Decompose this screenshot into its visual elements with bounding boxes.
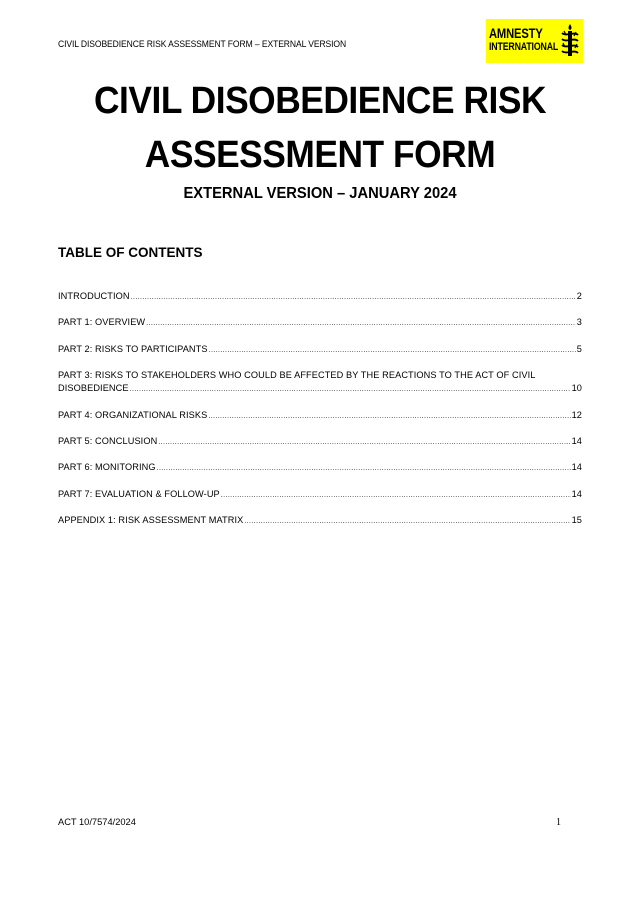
toc-entry-page: 14 [571,462,582,473]
toc-entry-label: PART 7: EVALUATION & FOLLOW-UP [58,488,220,499]
toc-entry-part-2[interactable] [58,343,582,356]
toc-entry-part-3[interactable] [58,369,582,395]
logo-line-2: INTERNATIONAL [489,41,559,53]
toc-leader-dots [244,516,570,527]
logo-line-1: AMNESTY [489,25,543,41]
toc-entry-line-2 [58,382,582,395]
toc-leader-dots [130,384,571,395]
toc-entry-page: 15 [571,515,582,526]
toc-leader-dots [209,345,576,356]
toc-entry-part-1[interactable] [58,316,582,329]
toc-leader-dots [157,463,571,474]
toc-entry-part-5[interactable] [58,435,582,448]
document-title-line-2: ASSESSMENT FORM [144,134,496,176]
toc-entry-label: PART 5: CONCLUSION [58,435,158,446]
candle-in-barbed-wire-icon [560,23,580,59]
toc-leader-dots [208,411,570,422]
toc-entry-label: PART 6: MONITORING [58,462,156,473]
toc-entry-label-line-2: DISOBEDIENCE [58,383,129,394]
toc-entry-part-4[interactable] [58,409,582,422]
toc-entry-page: 5 [576,343,582,354]
toc-entry-introduction[interactable] [58,290,582,303]
toc-entry-page: 10 [571,383,582,394]
toc-entry-label: PART 4: ORGANIZATIONAL RISKS [58,409,208,420]
toc-entry-page: 3 [576,317,582,328]
document-title-line-1: CIVIL DISOBEDIENCE RISK [93,80,547,122]
page-number: 1 [556,817,561,828]
toc-entry-label: PART 2: RISKS TO PARTICIPANTS [58,343,208,354]
toc-entry-appendix-1[interactable] [58,514,582,527]
toc-entry-label-line-1: PART 3: RISKS TO STAKEHOLDERS WHO COULD BE AFFECTED BY THE REACTIONS TO THE ACT OF CIVIL [58,370,536,381]
toc-leader-dots [131,292,576,303]
toc-heading: TABLE OF CONTENTS [58,245,203,260]
toc-entry-page: 12 [571,409,582,420]
document-subtitle: EXTERNAL VERSION – JANUARY 2024 [183,185,457,202]
toc-leader-dots [221,490,571,501]
toc-entry-part-7[interactable] [58,488,582,501]
toc-entry-page: 2 [576,291,582,301]
toc-entry-part-6[interactable] [58,461,582,474]
toc-entry-page: 14 [571,435,582,446]
amnesty-logo [486,19,583,63]
running-header: CIVIL DISOBEDIENCE RISK ASSESSMENT FORM – EXTERNAL VERSION [58,39,347,49]
toc-entry-label: INTRODUCTION [58,291,130,301]
toc-entry-page: 14 [571,488,582,499]
document-code: ACT 10/7574/2024 [58,817,136,827]
toc-leader-dots [146,318,576,329]
table-of-contents [58,290,582,541]
toc-entry-label: PART 1: OVERVIEW [58,317,146,328]
toc-leader-dots [158,437,570,448]
toc-entry-label: APPENDIX 1: RISK ASSESSMENT MATRIX [58,515,244,526]
